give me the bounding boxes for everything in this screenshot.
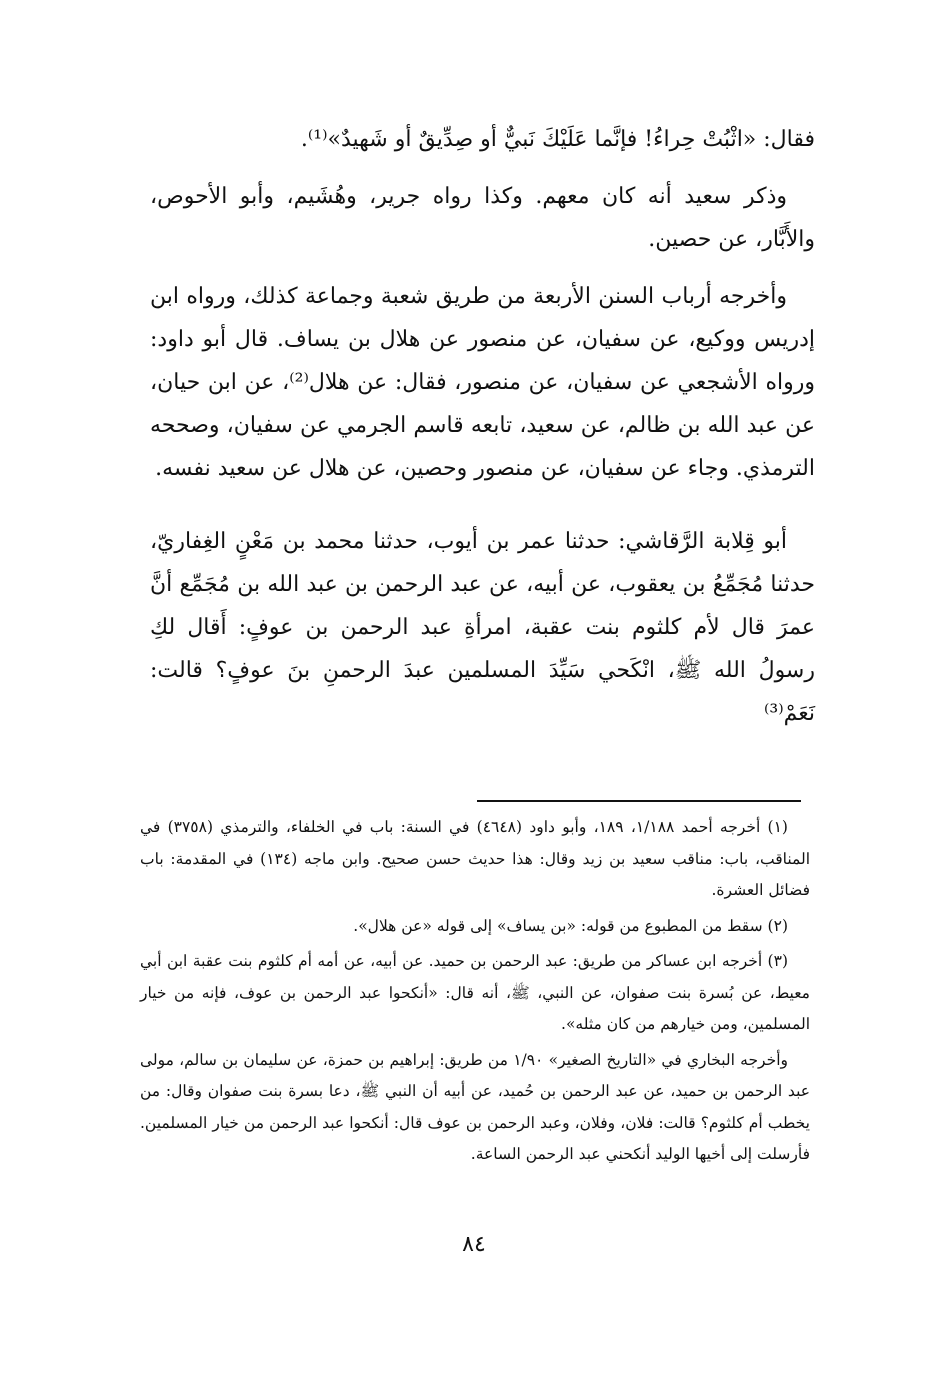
footnote-2: (٢) سقط من المطبوع من قوله: «بن يساف» إلى قوله «عن هلال». [353, 916, 788, 935]
page-number: ٨٤ [462, 1232, 486, 1257]
footnotes [140, 812, 810, 1171]
main-paragraph-3: وأخرجه أرباب السنن الأربعة من طريق شعبة وجماعة كذلك، ورواه ابن إدريس ووكيع، عن سفيان، عن منصور عن هلال بن يساف. قال أبو داود: ورواه الأشجعي عن سفيان، عن منصور، فقال: عن هلال⁽²⁾، عن ابن حيان، عن عبد الله بن ظالم، عن سعيد، تابعه قاسم الجرمي عن سفيان، وصححه الترمذي. وجاء عن سفيان، عن منصور وحصين، عن هلال عن سعيد نفسه. [150, 284, 815, 481]
footnote-divider [477, 800, 801, 802]
footnote-3: (٣) أخرجه ابن عساكر من طريق: عبد الرحمن بن حميد. عن أبيه، عن أمه أم كلثوم بنت عقبة ابن أبي معيط، عن بُسرة بنت صفوان، عن النبي، ﷺ، أنه قال: «أنكحوا عبد الرحمن بن عوف، فإنه من خيار المسلمين، ومن خيارهم من كان مثله». [140, 952, 810, 1033]
main-paragraph-1: فقال: «اثْبُتْ حِراءُ! فإنَّما عَلَيْكَ نَبيٌّ أو صِدِّيقٌ أو شَهيدٌ»⁽¹⁾. [300, 127, 815, 152]
main-text [150, 118, 815, 735]
footnote-3-continued: وأخرجه البخاري في «التاريخ الصغير» ١/٩٠ من طريق: إبراهيم بن حمزة، عن سليمان بن سالم، مولى عبد الرحمن بن حميد، عن عبد الرحمن بن حُميد، عن أبيه أن النبي ﷺ، دعا بسرة بنت صفوان وقال: من يخطب أم كلثوم؟ قالت: فلان، وفلان، وعبد الرحمن بن عوف قال: أنكحوا عبد الرحمن من خيار المسلمين. فأرسلت إلى أخيها الوليد أنكحني عبد الرحمن الساعة. [140, 1050, 810, 1163]
footnote-1: (١) أخرجه أحمد ١/١٨٨، ١٨٩، وأبو داود (٤٦٤٨) في السنة: باب في الخلفاء، والترمذي (٣٧٥٨) في المناقب، باب: مناقب سعيد بن زيد وقال: هذا حديث حسن صحيح. وابن ماجه (١٣٤) في المقدمة: باب فضائل العشرة. [140, 818, 810, 899]
main-paragraph-4: أبو قِلابة الرَّقاشي: حدثنا عمر بن أيوب، حدثنا محمد بن مَعْنٍ الغِفاريّ، حدثنا مُجَمِّعُ بن يعقوب، عن أبيه، عن عبد الرحمن بن عبد الله بن مُجَمِّع أنَّ عمرَ قال لأم كلثوم بنت عقبة، امرأةِ عبد الرحمن بن عوفٍ: أَقال لكِ رسولُ الله ﷺ، انْكَحي سَيِّدَ المسلمين عبدَ الرحمنِ بنَ عوفٍ؟ قالت: نَعَمْ⁽³⁾ [150, 529, 815, 726]
main-paragraph-2: وذكر سعيد أنه كان معهم. وكذا رواه جرير، وهُشَيم، وأبو الأحوص، والأَبَّار، عن حصين. [150, 184, 815, 252]
